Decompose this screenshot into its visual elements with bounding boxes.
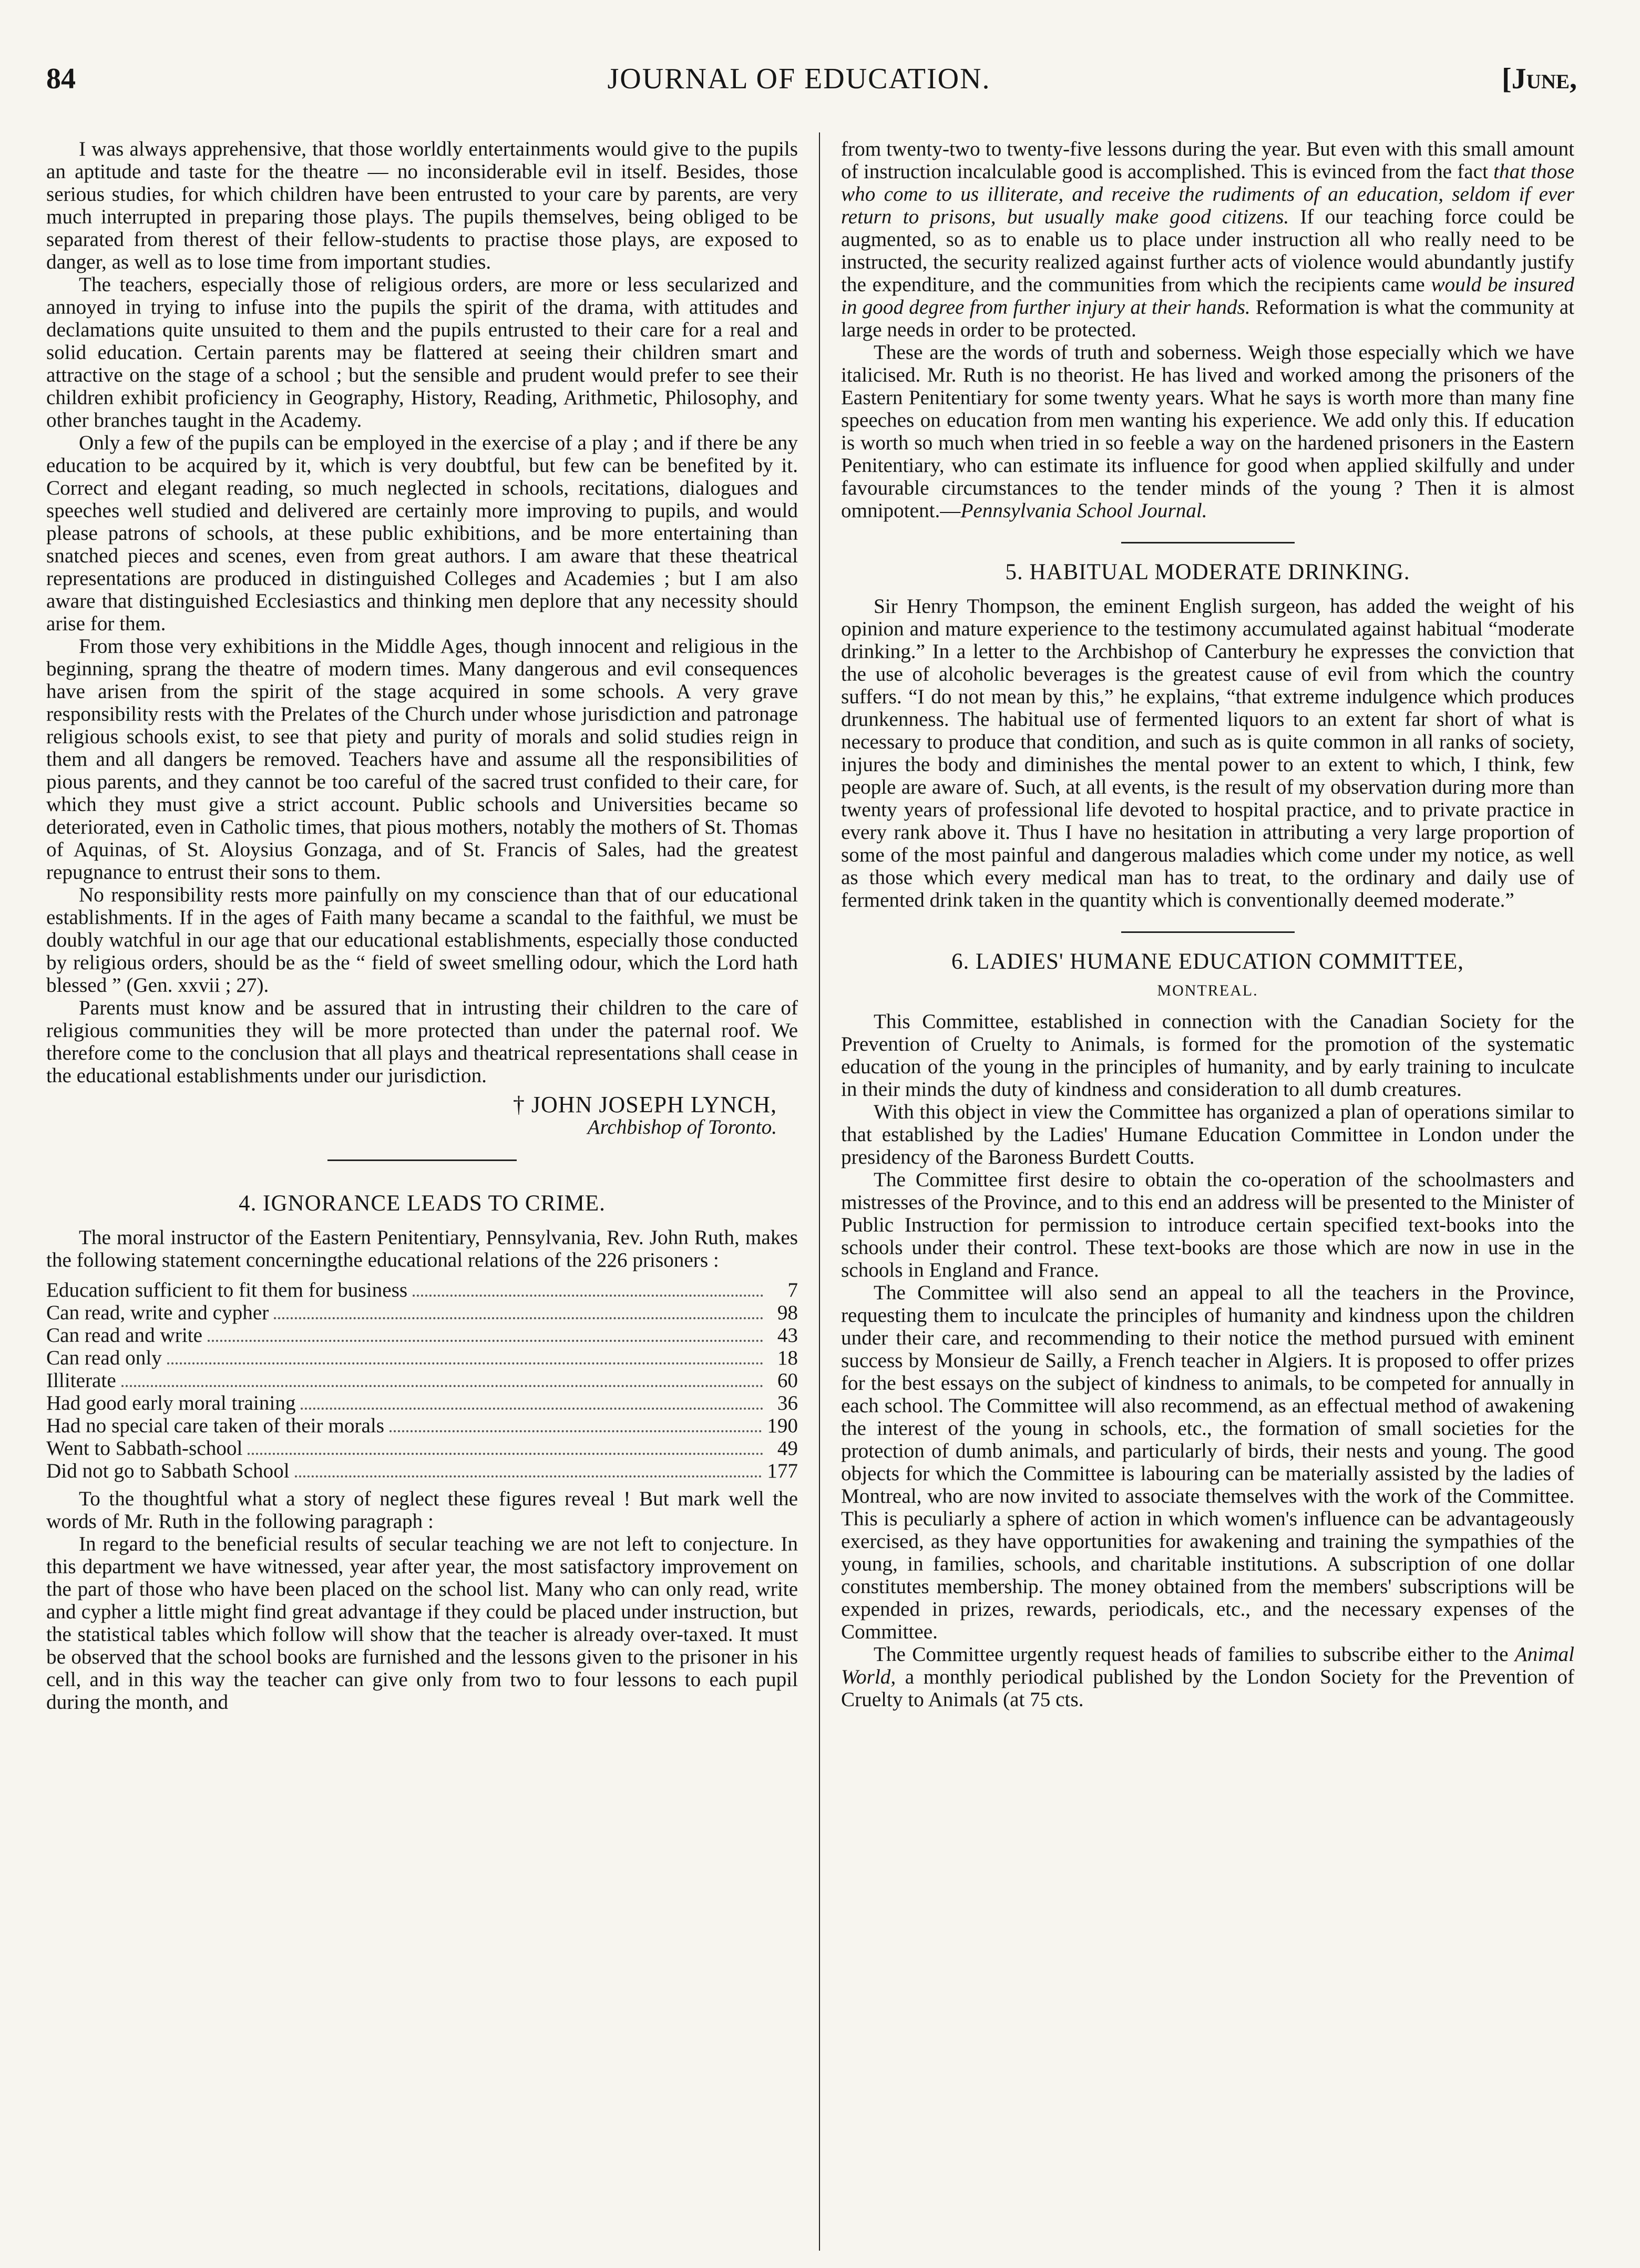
section-heading-6: 6. LADIES' HUMANE EDUCATION COMMITTEE, <box>951 949 1464 974</box>
section-heading-4: 4. IGNORANCE LEADS TO CRIME. <box>239 1191 606 1216</box>
stat-row <box>46 1301 798 1324</box>
paragraph-continued <box>841 138 1574 341</box>
left-column <box>46 138 798 1713</box>
stat-row <box>46 1324 798 1347</box>
dot-leader <box>295 1475 762 1477</box>
paragraph <box>841 1643 1574 1711</box>
stat-row <box>46 1414 798 1437</box>
text-run: These are the words of truth and soberness. Weigh those especially which we have italicised. Mr. Ruth is no theorist. He has lived and worked among the prisoners of the Eastern Penitentiary for some twenty years. What he says is worth more than many fine speeches on education from men wanting his experience. We add only this. If education is worth so much when tried in so feeble a way on the hardened prisoners in the Eastern Penitentiary, who can estimate its influence for good when applied skilfully and under favourable circumstances to the tender minds of the young ? Then it is almost omnipotent.— <box>841 341 1574 522</box>
section-divider <box>1121 542 1295 543</box>
paragraph: This Committee, established in connection with the Canadian Society for the Prevention of Cruelty to Animals, is formed for the promotion of the systematic education of the young in the principles of humanity, and by early training to inculcate in their minds the duty of kindness and consideration to all dumb creatures. <box>841 1010 1574 1101</box>
stat-label: Illiterate <box>46 1369 116 1392</box>
stat-label: Had no special care taken of their morals <box>46 1414 385 1437</box>
paragraph <box>841 341 1574 522</box>
journal-title: JOURNAL OF EDUCATION. <box>607 63 991 95</box>
stat-value: 43 <box>777 1324 798 1347</box>
section-heading-5: 5. HABITUAL MODERATE DRINKING. <box>1005 560 1410 584</box>
text-run: If our teaching force could be augmented, so as to enable us to place under instruction all who really need to be instructed, the security realized against further acts of violence would abundantly justify the expenditure, and the communities from which the recipients came <box>841 206 1574 296</box>
text-run: from twenty-two to twenty-five lessons during the year. But even with this small amount of instruction incalculable good is accomplished. This is evinced from the fact <box>841 138 1574 183</box>
dot-leader <box>390 1430 762 1432</box>
source-citation: Pennsylvania School Journal. <box>960 499 1207 522</box>
stat-row <box>46 1279 798 1301</box>
paragraph: Sir Henry Thompson, the eminent English surgeon, has added the weight of his opinion and mature experience to the testimony accumulated against habitual “moderate drinking.” In a letter to the Archbishop of Canterbury he expresses the conviction that the use of alcoholic beverages is the greatest cause of evil from which the country suffers. “I do not mean by this,” he explains, “that extreme indulgence which produces drunkenness. The habitual use of fermented liquors to an extent far short of what is necessary to produce that condition, and such as is quite common in all ranks of society, injures the body and diminishes the mental power to an extent to which, I think, few people are aware of. Such, at all events, is the result of my observation during more than twenty years of professional life devoted to hospital practice, and to private practice in every rank above it. Thus I have no hesitation in attributing a very large proportion of some of the most painful and dangerous maladies which come under my notice, as well as those which every medical man has to treat, to the ordinary and daily use of fermented drink taken in the quantity which is conventionally deemed moderate.” <box>841 595 1574 911</box>
paragraph: The Committee first desire to obtain the co-operation of the schoolmasters and mistresses of the Province, and to this end an address will be presented to the Minister of Public Instruction for permission to introduce certain specified text-books into the schools under their control. These text-books are those which are now in use in the schools in England and France. <box>841 1168 1574 1281</box>
italic-text-run: Animal World, <box>841 1643 1574 1688</box>
stat-label: Can read, write and cypher <box>46 1301 269 1324</box>
paragraph: I was always apprehensive, that those worldly entertainments would give to the pupils an aptitude and taste for the theatre — no inconsiderable evil in itself. Besides, those serious studies, for which children have been entrusted to your care by parents, are very much interrupted in preparing those plays. The pupils themselves, being obliged to be separated from therest of their fellow-students to practise those plays, are exposed to danger, as well as to lose time from important studies. <box>46 138 798 273</box>
stat-label: Did not go to Sabbath School <box>46 1460 290 1482</box>
text-run: Reformation is what the community at large needs in order to be protected. <box>841 296 1574 341</box>
column-divider <box>819 132 820 2251</box>
signature-name: † JOHN JOSEPH LYNCH, <box>512 1092 777 1117</box>
dot-leader <box>274 1317 763 1319</box>
stat-value: 36 <box>777 1392 798 1414</box>
dot-leader <box>413 1295 763 1297</box>
stat-row <box>46 1437 798 1460</box>
issue-month <box>1502 62 1577 96</box>
signature-role: Archbishop of Toronto. <box>587 1116 777 1138</box>
stat-row <box>46 1392 798 1414</box>
stat-value: 98 <box>777 1301 798 1324</box>
section-divider <box>1121 931 1295 933</box>
journal-page <box>21 0 1577 2268</box>
stat-label: Education sufficient to fit them for business <box>46 1279 408 1301</box>
dot-leader <box>167 1362 763 1364</box>
paragraph: Parents must know and be assured that in intrusting their children to the care of religious communities they will be more protected than under the paternal roof. We therefore come to the conclusion that all plays and theatrical representations shall cease in the educational establishments under our jurisdiction. <box>46 997 798 1087</box>
signature <box>46 1093 777 1138</box>
paragraph: The Committee will also send an appeal to all the teachers in the Province, requesting them to inculcate the principles of humanity and kindness upon the children under their care, and recommending to their notice the method pursued with eminent success by Monsieur de Sailly, a French teacher in Algiers. It is proposed to offer prizes for the best essays on the subject of kindness to animals, to be competed for annually in each school. The Committee will also recommend, as an effectual method of awakening the interest of the young in schools, etc., the formation of small societies for the protection of dumb animals, and particularly of birds, their nests and young. The good objects for which the Committee is labouring can be materially assisted by the ladies of Montreal, who are now invited to associate themselves with the work of the Committee. This is peculiarly a sphere of action in which women's influence can be advantageously exercised, as they have opportunities for awakening and training the sympathies of the young, in families, schools, and charitable institutions. A subscription of one dollar constitutes membership. The money obtained from the members' subscriptions will be expended in prizes, rewards, periodicals, etc., and the necessary expenses of the Committee. <box>841 1281 1574 1643</box>
page-header <box>21 62 1577 109</box>
stat-label: Had good early moral training <box>46 1392 296 1414</box>
right-column <box>841 138 1574 1711</box>
stat-row <box>46 1460 798 1482</box>
stat-label: Went to Sabbath-school <box>46 1437 243 1460</box>
stat-label: Can read only <box>46 1347 162 1369</box>
stat-row <box>46 1347 798 1369</box>
italic-text-run: that those who come to us illiterate, and receive the rudiments of an education, seldom if ever return to prisons, but usually make good citizens. <box>841 160 1574 228</box>
stat-value: 177 <box>767 1460 798 1482</box>
paragraph: Only a few of the pupils can be employed in the exercise of a play ; and if there be any education to be acquired by it, which is very doubtful, but few can be benefited by it. Correct and elegant reading, so much neglected in schools, recitations, dialogues and speeches well studied and delivered are certainly more improving to pupils, and would please patrons of schools, at these public exhibitions, and be more entertaining than snatched pieces and scenes, even from great authors. I am aware that these theatrical representations are produced in distinguished Colleges and Academies ; but I am also aware that distinguished Ecclesiastics and thinking men deplore that any necessity should arise for them. <box>46 432 798 635</box>
page-number: 84 <box>46 63 76 95</box>
paragraph: The moral instructor of the Eastern Penitentiary, Pennsylvania, Rev. John Ruth, makes the following statement concerningthe educational relations of the 226 prisoners : <box>46 1226 798 1271</box>
text-run: The Committee urgently request heads of families to subscribe either to the <box>874 1643 1515 1666</box>
stat-value: 190 <box>767 1414 798 1437</box>
dot-leader <box>248 1453 763 1455</box>
paragraph: To the thoughtful what a story of neglect these figures reveal ! But mark well the words of Mr. Ruth in the following paragraph : <box>46 1487 798 1533</box>
paragraph: No responsibility rests more painfully on my conscience than that of our educational establishments. If in the ages of Faith many became a scandal to the faithful, we must be doubly watchful in our age that our educational establishments, especially those conducted by religious orders, should be as the “ field of sweet smelling odour, which the Lord hath blessed ” (Gen. xxvii ; 27). <box>46 884 798 997</box>
dot-leader <box>121 1385 763 1387</box>
stat-value: 60 <box>777 1369 798 1392</box>
stat-row <box>46 1369 798 1392</box>
italic-text-run: would be insured in good degree from further injury at their hands. <box>841 273 1574 319</box>
dot-leader <box>301 1408 763 1410</box>
dot-leader <box>208 1340 763 1342</box>
stat-label: Can read and write <box>46 1324 203 1347</box>
text-run: a monthly periodical published by the London Society for the Prevention of Cruelty to Animals (at 75 cts. <box>841 1666 1574 1711</box>
paragraph: With this object in view the Committee has organized a plan of operations similar to that established by the Ladies' Humane Education Committee in London under the presidency of the Baroness Burdett Coutts. <box>841 1101 1574 1168</box>
issue-month-text: [June, <box>1502 63 1577 95</box>
paragraph: From those very exhibitions in the Middle Ages, though innocent and religious in the beginning, sprang the theatre of modern times. Many dangerous and evil consequences have arisen from the spirit of the stage acquired in some schools. A very grave responsibility rests with the Prelates of the Church under whose jurisdiction and patronage religious schools exist, to see that piety and purity of morals and solid studies reign in them and all dangers be removed. Teachers have and assume all the responsibilities of pious parents, and they cannot be too careful of the sacred trust confided to their care, for which they must give a strict account. Public schools and Universities became so deteriorated, even in Catholic times, that pious mothers, notably the mothers of St. Thomas of Aquinas, of St. Aloysius Gonzaga, and of St. Francis of Sales, had the greatest repugnance to entrust their sons to them. <box>46 635 798 884</box>
stat-value: 49 <box>777 1437 798 1460</box>
paragraph: In regard to the beneficial results of secular teaching we are not left to conjecture. In this department we have witnessed, year after year, the most satisfactory improvement on the part of those who have been placed on the school list. Many who can only read, write and cypher a little might find great advantage if they could be placed under instruction, but the statistical tables which follow will show that the teacher is already over-taxed. It must be observed that the school books are furnished and the lessons given to the prisoner in his cell, and in this way the teacher can give only from two to four lessons to each pupil during the month, and <box>46 1533 798 1713</box>
stat-value: 18 <box>777 1347 798 1369</box>
stat-value: 7 <box>787 1279 798 1301</box>
section-subheading: MONTREAL. <box>1157 982 1258 999</box>
section-divider <box>327 1159 517 1161</box>
paragraph: The teachers, especially those of religious orders, are more or less secularized and annoyed in trying to infuse into the pupils the spirit of the drama, with attitudes and declamations quite unsuited to them and the pupils entrusted to their care for a real and solid education. Certain parents may be flattered at seeing their children smart and attractive on the stage of a school ; but the sensible and prudent would prefer to see their children exhibit proficiency in Geography, History, Reading, Arithmetic, Philosophy, and other branches taught in the Academy. <box>46 273 798 432</box>
prisoner-statistics <box>46 1279 798 1482</box>
